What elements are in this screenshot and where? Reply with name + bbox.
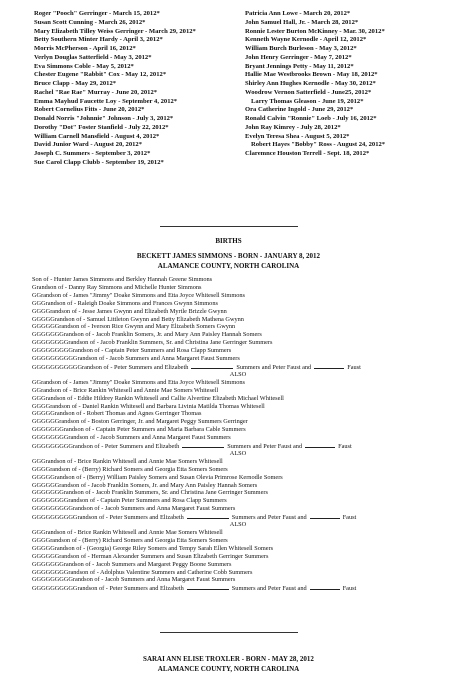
lineage-text: GGGGGGGGrandson of - Captain Peter Summers and Rosa Clapp Summers [32, 497, 227, 505]
death-entry: William Burch Burleson - May 3, 2012* [245, 45, 357, 52]
birth-name-heading: BECKETT JAMES SIMMONS - BORN - JANUARY 8, 2012 [136, 252, 321, 260]
lineage-text: ALSO [229, 370, 247, 378]
lineage-line [32, 513, 444, 521]
lineage-line [32, 323, 444, 331]
lineage-text: GGGGGGGrandson of - Jacob Franklin Somers, Jr. and Mary Ann Paisley Hannah Somers [32, 331, 262, 339]
section-divider [160, 632, 298, 633]
lineage-line [32, 466, 444, 474]
lineage-text: GGGGGGGGGGrandson of - Peter Summers and Elizabeth [32, 585, 184, 593]
lineage-text: GGGGGGrandson of - Jacob Franklin Somers, Jr. and Mary Ann Paisley Hannah Somers [32, 481, 258, 489]
blank-line [187, 513, 229, 519]
death-entry: Robert Hayes "Bobby" Ross - August 24, 2012* [251, 141, 386, 149]
lineage-text: GGGGrandson of - (Berry) Richard Somers and Georgia Etta Somers Somers [32, 536, 228, 544]
lineage-line [32, 363, 444, 371]
lineage-line [32, 316, 444, 324]
blank-line [314, 363, 344, 369]
death-entry: Ronald Calvin "Ronnie" Loeb - July 16, 2012* [245, 115, 377, 122]
death-entry: Ora Catherine Ingold - June 29, 2012* [245, 106, 354, 114]
death-entry: Evelyn Teresa Shea - August 5, 2012* [245, 132, 350, 140]
lineage-text: GGGrandson of - Raleigh Doake Simmons and Frances Gwynn Simmons [32, 299, 218, 307]
lineage-line [32, 553, 444, 561]
lineage-line [32, 308, 444, 316]
lineage-line [32, 387, 444, 395]
lineage-text: GGGGGrandson of - Samuel Littleton Gwynn and Betty Elizabeth Mathena Gwynn [32, 315, 244, 323]
death-entry: Ronnie Lester Burton McKinney - Mar. 30, 2012* [245, 27, 385, 35]
blank-line [310, 584, 340, 590]
lineage-line [32, 561, 444, 569]
lineage-line [32, 505, 444, 513]
lineage-line [32, 339, 444, 347]
blank-line [187, 584, 229, 590]
lineage-tail: Summers and Peter Faust and [231, 514, 307, 522]
lineage-text: GGGGGrandson of - (Berry) William Paisley Somers and Susan Olevia Primrose Kernodle Somers [32, 473, 283, 481]
death-entry: Morris McPherson - April 16, 2012* [34, 45, 136, 52]
lineage-line [32, 569, 444, 577]
lineage-line [32, 395, 444, 403]
death-entry: Mary Elizabeth Tilley Weiss Gerringer - March 29, 2012* [34, 27, 196, 35]
death-entry: Chester Eugene "Rabbit" Cox - May 12, 2012* [34, 71, 167, 79]
lineage-line [32, 537, 444, 545]
death-entry: Emma Mayhud Faucette Loy - September 4, 2012* [34, 97, 178, 105]
death-entry: Robert Cornelius Fitts - June 20, 2012* [34, 106, 145, 114]
lineage-line [32, 355, 444, 363]
lineage-text: GGGGrandson of - (Berry) Richard Somers and Georgia Etta Somers Somers [32, 465, 228, 473]
lineage-text: GGGGGGGGGGrandson of - Jacob Summers and Anna Margaret Faust Summers [32, 355, 240, 363]
also-separator [32, 450, 444, 458]
lineage-text: GGGGGGGGGrandson of - Peter Summers and Elizabeth [32, 443, 180, 451]
lineage-text: GGGGGrandson of - Robert Thomas and Agnes Gerringer Thomas [32, 410, 202, 418]
lineage-line [32, 347, 444, 355]
lineage-tail-end: Faust [338, 443, 352, 451]
lineage-line [32, 379, 444, 387]
death-entry: David Junior Ward - August 20, 2012* [34, 141, 143, 149]
birth-place-heading: ALAMANCE COUNTY, NORTH CAROLINA [157, 665, 300, 673]
blank-line [182, 442, 224, 448]
death-entry: Larry Thomas Gleason - June 19, 2012* [251, 97, 364, 105]
death-entry: Kenneth Wayne Kernodle - April 12, 2012* [245, 36, 367, 44]
lineage-line [32, 276, 444, 284]
lineage-text: GGGGGGGrandson of - Captain Peter Summers and Maria Barbara Cable Summers [32, 426, 246, 434]
lineage-text: GGrandson of - James "Jimmy" Doake Simmons and Etta Joyce Whitesell Simmons [32, 291, 245, 299]
lineage-text: GGGGGGGGGrandson of - Captain Peter Summers and Rosa Clapp Summers [32, 347, 232, 355]
lineage-line [32, 458, 444, 466]
lineage-text: Son of - Hunter James Simmons and Berkley Hannah Greene Simmons [32, 276, 213, 283]
lineage-text: GGGrandson of - Brice Rankin Whitesell and Annie Mae Somers Whitesell [32, 529, 223, 536]
also-separator [32, 371, 444, 379]
lineage-text: GGGGGGGGGGrandson of - Peter Summers and Elizabeth [32, 514, 184, 522]
death-entry: Betty Southern Minter Hardy - April 3, 2012* [34, 36, 163, 44]
death-entry: Roger "Pooch" Gerringer - March 15, 2012* [34, 10, 160, 17]
death-entry: Verlyn Douglas Satterfield - May 3, 2012* [34, 53, 152, 61]
lineage-text: GGGGGGGGrandson of - Jacob Franklin Summers, Sr. and Christina Jane Gerringer Summers [32, 339, 273, 347]
lineage-tail-end: Faust [342, 585, 357, 593]
death-entry: Rachel "Rae Rae" Murray - June 20, 2012* [34, 88, 158, 96]
death-entry: Sue Carol Clapp Clubb - September 19, 2012* [34, 158, 164, 166]
lineage-line [32, 410, 444, 418]
death-entry: Patricia Ann Lowe - March 20, 2012* [245, 10, 351, 17]
lineage-text: GGGGGGGGrandson of - Jacob Summers and Anna Margaret Faust Summers [32, 434, 231, 442]
blank-line [191, 363, 233, 369]
lineage-line [32, 403, 444, 411]
lineage-line [32, 545, 444, 553]
death-entry: John Henry Gerringer - May 7, 2012* [245, 53, 352, 61]
lineage-text: GGGrandson of - Eddie Hildrey Rankin Whitesell and Callie Alvertine Elizabeth Michael Whitesell [32, 394, 284, 402]
lineage-text: GGGGGGrandson of - Iverson Rice Gwynn and Mary Elizabeth Somers Gwynn [32, 323, 236, 331]
lineage-tail: Summers and Peter Faust and [227, 443, 303, 451]
birth-name-heading: SARAI ANN ELISE TROXLER - BORN - MAY 28, 2012 [143, 655, 314, 663]
lineage-text: ALSO [229, 449, 247, 457]
lineage-text: GGrandson of - Brice Rankin Whitesell and Annie Mae Somers Whitesell [32, 386, 219, 394]
lineage-tail-end: Faust [342, 514, 357, 522]
lineage-text: GGGGGGGGGrandson of - Jacob Summers and Anna Margaret Faust Summers [32, 505, 236, 513]
lineage-text: GGGGGGGrandson of - Jacob Franklin Summers, Sr. and Christina Jane Gerringer Summers [32, 489, 268, 497]
lineage-text: GGGGGGGGrandson of - Adolphus Valentine Summers and Catherine Cobb Summers [32, 568, 253, 576]
also-separator [32, 521, 444, 529]
lineage-line [32, 434, 444, 442]
lineage-text: GGGrandson of - Brice Rankin Whitesell and Annie Mae Somers Whitesell [32, 457, 223, 465]
lineage-line [32, 331, 444, 339]
lineage-line [32, 292, 444, 300]
lineage-line [32, 442, 444, 450]
lineage-text: GGGGrandson of - Daniel Rankin Whitesell and Barbara Livinia Matilda Thomas Whitesell [32, 402, 265, 410]
lineage-text: GGGGGrandson of - (Georgia) George Riley Somers and Tempy Sarah Ellen Whitesell Somers [32, 544, 274, 552]
lineage-line [32, 497, 444, 505]
lineage-tail: Summers and Peter Faust and [231, 585, 307, 593]
lineage-line [32, 584, 444, 592]
blank-line [310, 513, 340, 519]
lineage-text: Grandson of - Danny Ray Simmons and Michelle Hunter Simmons [32, 283, 202, 291]
lineage-line [32, 426, 444, 434]
genealogy-list [32, 276, 444, 592]
death-entry: William Carnell Mansfield - August 4, 2012* [34, 132, 160, 140]
section-divider [160, 226, 298, 227]
death-entry: Donald Norris "Johnnie" Johnson - July 3, 2012* [34, 115, 174, 122]
deaths-right-column [245, 10, 445, 159]
blank-line [305, 442, 335, 448]
death-entry: John Samuel Hall, Jr. - March 28, 2012* [245, 18, 359, 26]
lineage-line [32, 489, 444, 497]
deaths-left-column [34, 10, 239, 168]
lineage-line [32, 284, 444, 292]
lineage-line [32, 300, 444, 308]
birth-place-heading: ALAMANCE COUNTY, NORTH CAROLINA [157, 262, 300, 270]
lineage-tail: Summers and Peter Faust and [236, 363, 312, 371]
lineage-line [32, 474, 444, 482]
death-entry: Susan Scott Cunning - March 26, 2012* [34, 18, 146, 26]
lineage-line [32, 529, 444, 537]
death-entry: Claremnce Houston Terrell - Sept. 18, 2012* [245, 150, 370, 157]
births-heading: BIRTHS [215, 237, 242, 245]
lineage-line [32, 418, 444, 426]
lineage-text: ALSO [229, 521, 247, 529]
death-entry: Shirley Ann Hughes Kernodle - May 30, 2012* [245, 80, 376, 87]
death-entry: Joseph C. Summers - September 3, 2012* [34, 150, 151, 157]
lineage-text: GGGGGGGGGrandson of - Jacob Summers and Anna Margaret Faust Summers [32, 576, 236, 584]
lineage-text: GGGGrandson of - Jesse James Gwynn and Elizabeth Myrtle Brizzle Gwynn [32, 307, 227, 315]
death-entry: Hallie Mae Westbrooks Brown - May 18, 2012* [245, 71, 378, 79]
death-entry: Bruce Clapp - May 29, 2012* [34, 80, 117, 87]
deaths-list [34, 10, 444, 220]
lineage-text: GGGGGGrandson of - Boston Gerringer, Jr. and Margaret Peggy Summers Gerringer [32, 418, 248, 426]
death-entry: John Ray Kimrey - July 28, 2012* [245, 123, 341, 131]
lineage-text: GGrandson of - James "Jimmy" Doake Simmons and Etta Joyce Whitesell Simmons [32, 378, 245, 386]
lineage-text: GGGGGGrandson of - Herman Alexander Summers and Susan Elizabeth Gerringer Summers [32, 552, 269, 560]
lineage-line [32, 576, 444, 584]
death-entry: Bryant Jennings Petty - May 11, 2012* [245, 62, 354, 70]
death-entry: Dorothy "Dot" Foster Stanfield - July 22, 2012* [34, 123, 169, 131]
death-entry: Woodrow Vernon Satterfield - June25, 2012* [245, 88, 372, 96]
lineage-text: GGGGGGGGGGGrandson of - Peter Summers and Elizabeth [32, 363, 189, 371]
death-entry: Eva Simmons Coble - May 5, 2012* [34, 62, 134, 70]
lineage-tail-end: Faust [347, 363, 361, 371]
lineage-line [32, 482, 444, 490]
lineage-text: GGGGGGGrandson of - Jacob Summers and Margaret Peggy Boone Summers [32, 560, 232, 568]
